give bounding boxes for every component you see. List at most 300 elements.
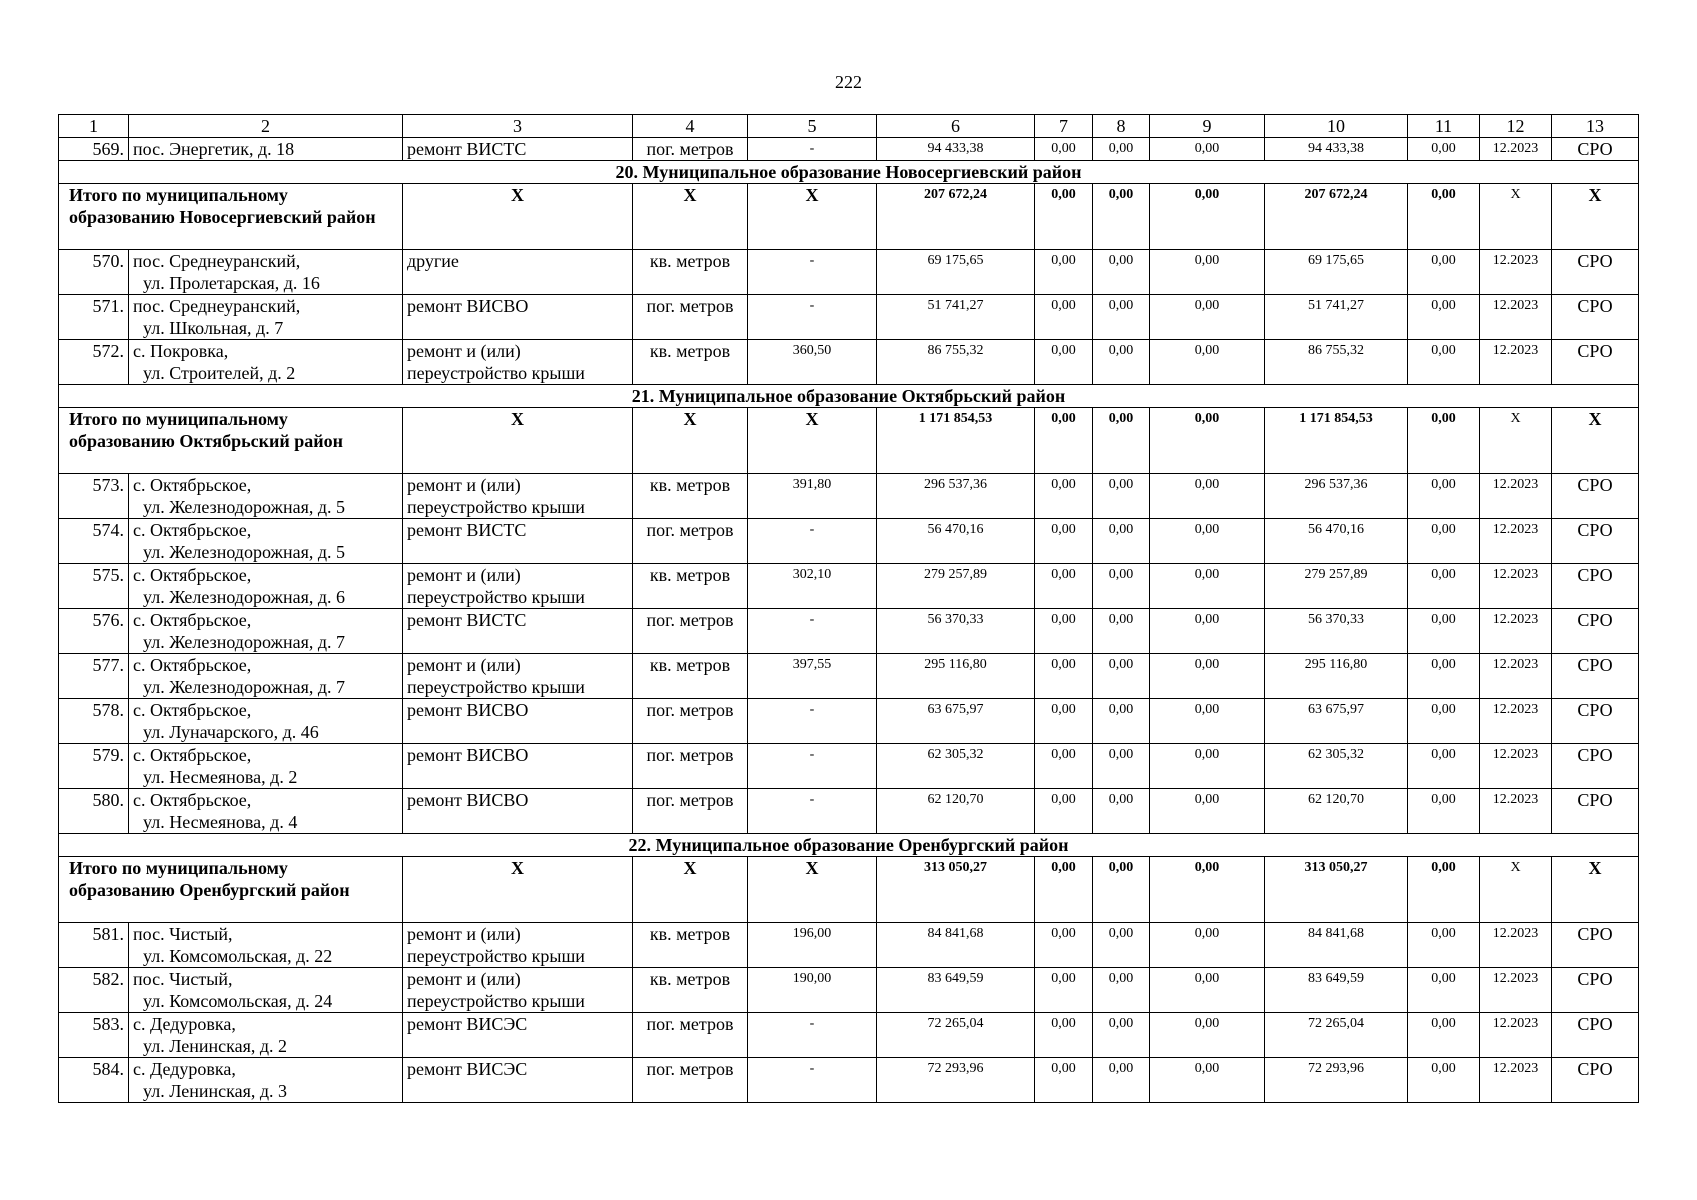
value-cell: 12.2023 — [1480, 295, 1552, 340]
column-number-row — [59, 115, 1639, 138]
address-line: с. Октябрьское, — [133, 520, 252, 540]
quantity-cell: - — [748, 250, 877, 295]
section-heading-row — [59, 385, 1639, 408]
unit-cell: кв. метров — [633, 923, 748, 968]
unit-cell: пог. метров — [633, 1058, 748, 1103]
total-x-cell: Х — [633, 184, 748, 250]
row-number: 577. — [59, 654, 129, 699]
value-cell: 0,00 — [1150, 295, 1265, 340]
value-cell: 0,00 — [1035, 654, 1093, 699]
value-cell: 0,00 — [1035, 699, 1093, 744]
address-line: с. Дедуровка, — [133, 1059, 236, 1079]
total-value: 207 672,24 — [1265, 184, 1408, 250]
table-row — [59, 340, 1639, 385]
value-cell: 69 175,65 — [877, 250, 1035, 295]
value-cell: 72 265,04 — [877, 1013, 1035, 1058]
address-cell — [129, 138, 403, 161]
quantity-cell: - — [748, 744, 877, 789]
total-x-cell: Х — [748, 408, 877, 474]
contractor-cell: СРО — [1552, 968, 1639, 1013]
value-cell: 12.2023 — [1480, 519, 1552, 564]
unit-cell: пог. метров — [633, 138, 748, 161]
total-x-cell: Х — [748, 857, 877, 923]
value-cell: 0,00 — [1150, 654, 1265, 699]
value-cell: 94 433,38 — [877, 138, 1035, 161]
value-cell: 0,00 — [1093, 1058, 1150, 1103]
value-cell: 0,00 — [1408, 564, 1480, 609]
table-row — [59, 474, 1639, 519]
work-type: ремонт ВИСЭС — [403, 1013, 633, 1058]
row-number: 573. — [59, 474, 129, 519]
address-line: ул. Школьная, д. 7 — [143, 318, 284, 338]
unit-cell: кв. метров — [633, 340, 748, 385]
value-cell: 72 265,04 — [1265, 1013, 1408, 1058]
address-cell — [129, 295, 403, 340]
value-cell: 0,00 — [1093, 138, 1150, 161]
value-cell: 0,00 — [1408, 1058, 1480, 1103]
value-cell: 12.2023 — [1480, 654, 1552, 699]
column-header: 1 — [59, 115, 129, 138]
column-header: 13 — [1552, 115, 1639, 138]
value-cell: 0,00 — [1035, 519, 1093, 564]
address-line: ул. Комсомольская, д. 22 — [143, 946, 333, 966]
table-row — [59, 519, 1639, 564]
address-line: с. Октябрьское, — [133, 790, 252, 810]
value-cell: 0,00 — [1035, 968, 1093, 1013]
contractor-cell: СРО — [1552, 474, 1639, 519]
work-type: ремонт и (или) переустройство крыши — [403, 923, 633, 968]
address-line: пос. Среднеуранский, — [133, 251, 301, 271]
table-row — [59, 744, 1639, 789]
value-cell: 12.2023 — [1480, 564, 1552, 609]
value-cell: 296 537,36 — [1265, 474, 1408, 519]
unit-cell: кв. метров — [633, 654, 748, 699]
contractor-cell: СРО — [1552, 564, 1639, 609]
section-heading-row — [59, 161, 1639, 184]
row-number: 578. — [59, 699, 129, 744]
unit-cell: пог. метров — [633, 1013, 748, 1058]
value-cell: 0,00 — [1408, 744, 1480, 789]
address-line: пос. Чистый, — [133, 969, 233, 989]
quantity-cell: - — [748, 699, 877, 744]
value-cell: 0,00 — [1035, 609, 1093, 654]
value-cell: 12.2023 — [1480, 609, 1552, 654]
address-line: ул. Ленинская, д. 3 — [143, 1081, 288, 1101]
work-type: ремонт и (или) переустройство крыши — [403, 968, 633, 1013]
value-cell: 0,00 — [1150, 519, 1265, 564]
address-cell — [129, 609, 403, 654]
address-line: ул. Ленинская, д. 2 — [143, 1036, 288, 1056]
address-line: с. Дедуровка, — [133, 1014, 236, 1034]
value-cell: 0,00 — [1093, 744, 1150, 789]
address-cell — [129, 340, 403, 385]
address-line: пос. Среднеуранский, — [133, 296, 301, 316]
value-cell: 0,00 — [1093, 295, 1150, 340]
total-label: Итого по муниципальному образованию Октябрьский район — [59, 408, 403, 474]
address-cell — [129, 654, 403, 699]
table-row — [59, 295, 1639, 340]
contractor-cell: СРО — [1552, 609, 1639, 654]
table-row — [59, 609, 1639, 654]
address-line: с. Октябрьское, — [133, 745, 252, 765]
column-header: 12 — [1480, 115, 1552, 138]
value-cell: 0,00 — [1035, 744, 1093, 789]
address-cell — [129, 250, 403, 295]
column-header: 9 — [1150, 115, 1265, 138]
value-cell: 0,00 — [1035, 1058, 1093, 1103]
value-cell: 0,00 — [1408, 295, 1480, 340]
quantity-cell: - — [748, 1013, 877, 1058]
table-row — [59, 654, 1639, 699]
value-cell: 0,00 — [1150, 138, 1265, 161]
contractor-cell: СРО — [1552, 699, 1639, 744]
value-cell: 56 470,16 — [1265, 519, 1408, 564]
value-cell: 0,00 — [1408, 699, 1480, 744]
value-cell: 62 305,32 — [877, 744, 1035, 789]
value-cell: 12.2023 — [1480, 744, 1552, 789]
column-header: 2 — [129, 115, 403, 138]
value-cell: 279 257,89 — [877, 564, 1035, 609]
row-number: 583. — [59, 1013, 129, 1058]
section-title: 21. Муниципальное образование Октябрьский район — [59, 385, 1639, 408]
value-cell: 0,00 — [1408, 138, 1480, 161]
total-value: 0,00 — [1150, 408, 1265, 474]
quantity-cell: 397,55 — [748, 654, 877, 699]
value-cell: 0,00 — [1408, 609, 1480, 654]
value-cell: 0,00 — [1408, 789, 1480, 834]
total-value: 313 050,27 — [877, 857, 1035, 923]
total-value: 1 171 854,53 — [877, 408, 1035, 474]
value-cell: 0,00 — [1150, 609, 1265, 654]
contractor-cell: СРО — [1552, 744, 1639, 789]
total-x-cell: Х — [1552, 857, 1639, 923]
capital-repair-table — [58, 114, 1639, 1103]
value-cell: 0,00 — [1150, 699, 1265, 744]
row-number: 575. — [59, 564, 129, 609]
column-header: 10 — [1265, 115, 1408, 138]
address-line: пос. Чистый, — [133, 924, 233, 944]
total-row — [59, 184, 1639, 250]
address-line: ул. Комсомольская, д. 24 — [143, 991, 333, 1011]
address-line: пос. Энергетик, д. 18 — [133, 139, 295, 159]
value-cell: 51 741,27 — [877, 295, 1035, 340]
value-cell: 0,00 — [1150, 968, 1265, 1013]
unit-cell: пог. метров — [633, 699, 748, 744]
value-cell: 0,00 — [1035, 1013, 1093, 1058]
value-cell: 0,00 — [1408, 968, 1480, 1013]
value-cell: 0,00 — [1150, 1058, 1265, 1103]
value-cell: 51 741,27 — [1265, 295, 1408, 340]
column-header: 8 — [1093, 115, 1150, 138]
unit-cell: кв. метров — [633, 250, 748, 295]
value-cell: 0,00 — [1150, 923, 1265, 968]
value-cell: 86 755,32 — [877, 340, 1035, 385]
total-row — [59, 857, 1639, 923]
column-header: 6 — [877, 115, 1035, 138]
contractor-cell: СРО — [1552, 519, 1639, 564]
value-cell: 62 120,70 — [877, 789, 1035, 834]
value-cell: 0,00 — [1093, 340, 1150, 385]
column-header: 4 — [633, 115, 748, 138]
value-cell: 12.2023 — [1480, 138, 1552, 161]
unit-cell: пог. метров — [633, 789, 748, 834]
value-cell: 0,00 — [1150, 340, 1265, 385]
quantity-cell: 360,50 — [748, 340, 877, 385]
value-cell: 0,00 — [1093, 654, 1150, 699]
address-cell — [129, 474, 403, 519]
address-line: ул. Железнодорожная, д. 7 — [143, 677, 346, 697]
quantity-cell: - — [748, 519, 877, 564]
total-value: 0,00 — [1035, 184, 1093, 250]
address-cell — [129, 1013, 403, 1058]
contractor-cell: СРО — [1552, 138, 1639, 161]
address-line: ул. Железнодорожная, д. 6 — [143, 587, 346, 607]
quantity-cell: - — [748, 789, 877, 834]
section-title: 22. Муниципальное образование Оренбургский район — [59, 834, 1639, 857]
value-cell: 0,00 — [1093, 789, 1150, 834]
value-cell: 0,00 — [1408, 923, 1480, 968]
address-cell — [129, 564, 403, 609]
total-value: 0,00 — [1035, 857, 1093, 923]
contractor-cell: СРО — [1552, 250, 1639, 295]
value-cell: 84 841,68 — [1265, 923, 1408, 968]
quantity-cell: 302,10 — [748, 564, 877, 609]
work-type: ремонт и (или) переустройство крыши — [403, 474, 633, 519]
work-type: ремонт и (или) переустройство крыши — [403, 564, 633, 609]
value-cell: 72 293,96 — [877, 1058, 1035, 1103]
contractor-cell: СРО — [1552, 923, 1639, 968]
value-cell: 83 649,59 — [1265, 968, 1408, 1013]
contractor-cell: СРО — [1552, 295, 1639, 340]
value-cell: 0,00 — [1093, 923, 1150, 968]
unit-cell: пог. метров — [633, 295, 748, 340]
value-cell: 0,00 — [1408, 654, 1480, 699]
value-cell: 0,00 — [1093, 609, 1150, 654]
address-cell — [129, 968, 403, 1013]
row-number: 572. — [59, 340, 129, 385]
total-value: 0,00 — [1150, 857, 1265, 923]
value-cell: 83 649,59 — [877, 968, 1035, 1013]
value-cell: 56 370,33 — [1265, 609, 1408, 654]
unit-cell: пог. метров — [633, 744, 748, 789]
value-cell: 84 841,68 — [877, 923, 1035, 968]
contractor-cell: СРО — [1552, 340, 1639, 385]
value-cell: 0,00 — [1093, 519, 1150, 564]
quantity-cell: 196,00 — [748, 923, 877, 968]
column-header: 5 — [748, 115, 877, 138]
address-line: с. Октябрьское, — [133, 475, 252, 495]
unit-cell: кв. метров — [633, 474, 748, 519]
work-type: ремонт ВИСТС — [403, 609, 633, 654]
table-row — [59, 789, 1639, 834]
total-row — [59, 408, 1639, 474]
row-number: 569. — [59, 138, 129, 161]
total-x-cell: Х — [748, 184, 877, 250]
table-row — [59, 923, 1639, 968]
value-cell: 0,00 — [1150, 744, 1265, 789]
value-cell: 12.2023 — [1480, 1058, 1552, 1103]
value-cell: 12.2023 — [1480, 250, 1552, 295]
table-row — [59, 1013, 1639, 1058]
value-cell: 0,00 — [1035, 340, 1093, 385]
column-header: 3 — [403, 115, 633, 138]
value-cell: 0,00 — [1093, 474, 1150, 519]
quantity-cell: 391,80 — [748, 474, 877, 519]
value-cell: 0,00 — [1035, 564, 1093, 609]
address-line: ул. Несмеянова, д. 4 — [143, 812, 298, 832]
value-cell: 72 293,96 — [1265, 1058, 1408, 1103]
value-cell: 295 116,80 — [877, 654, 1035, 699]
contractor-cell: СРО — [1552, 789, 1639, 834]
work-type: ремонт ВИСВО — [403, 295, 633, 340]
address-cell — [129, 1058, 403, 1103]
total-x-cell: Х — [633, 408, 748, 474]
total-value: 0,00 — [1093, 408, 1150, 474]
value-cell: 69 175,65 — [1265, 250, 1408, 295]
value-cell: 0,00 — [1035, 250, 1093, 295]
table-row — [59, 564, 1639, 609]
address-line: ул. Железнодорожная, д. 7 — [143, 632, 346, 652]
total-x-cell: Х — [403, 184, 633, 250]
address-line: ул. Железнодорожная, д. 5 — [143, 542, 346, 562]
address-line: с. Покровка, — [133, 341, 229, 361]
work-type: ремонт и (или) переустройство крыши — [403, 340, 633, 385]
contractor-cell: СРО — [1552, 1013, 1639, 1058]
row-number: 576. — [59, 609, 129, 654]
value-cell: 0,00 — [1035, 295, 1093, 340]
work-type: другие — [403, 250, 633, 295]
value-cell: 279 257,89 — [1265, 564, 1408, 609]
value-cell: 0,00 — [1035, 474, 1093, 519]
quantity-cell: - — [748, 1058, 877, 1103]
address-cell — [129, 699, 403, 744]
unit-cell: пог. метров — [633, 519, 748, 564]
address-cell — [129, 789, 403, 834]
row-number: 570. — [59, 250, 129, 295]
address-line: ул. Железнодорожная, д. 5 — [143, 497, 346, 517]
value-cell: 12.2023 — [1480, 474, 1552, 519]
column-header: 11 — [1408, 115, 1480, 138]
total-value: 0,00 — [1408, 184, 1480, 250]
row-number: 571. — [59, 295, 129, 340]
row-number: 582. — [59, 968, 129, 1013]
table-row — [59, 250, 1639, 295]
value-cell: 56 470,16 — [877, 519, 1035, 564]
value-cell: 63 675,97 — [1265, 699, 1408, 744]
work-type: ремонт ВИСВО — [403, 699, 633, 744]
total-value: 0,00 — [1093, 857, 1150, 923]
value-cell: 12.2023 — [1480, 699, 1552, 744]
value-cell: 0,00 — [1150, 1013, 1265, 1058]
value-cell: 0,00 — [1035, 138, 1093, 161]
address-line: с. Октябрьское, — [133, 610, 252, 630]
address-line: ул. Луначарского, д. 46 — [143, 722, 319, 742]
address-line: ул. Несмеянова, д. 2 — [143, 767, 298, 787]
total-value: 207 672,24 — [877, 184, 1035, 250]
total-x-cell: Х — [1480, 857, 1552, 923]
section-heading-row — [59, 834, 1639, 857]
contractor-cell: СРО — [1552, 654, 1639, 699]
value-cell: 0,00 — [1093, 699, 1150, 744]
address-line: с. Октябрьское, — [133, 700, 252, 720]
row-number: 574. — [59, 519, 129, 564]
address-line: с. Октябрьское, — [133, 655, 252, 675]
value-cell: 0,00 — [1093, 1013, 1150, 1058]
address-line: с. Октябрьское, — [133, 565, 252, 585]
value-cell: 12.2023 — [1480, 340, 1552, 385]
total-x-cell: Х — [403, 408, 633, 474]
value-cell: 56 370,33 — [877, 609, 1035, 654]
table-row — [59, 1058, 1639, 1103]
value-cell: 0,00 — [1408, 1013, 1480, 1058]
value-cell: 0,00 — [1150, 789, 1265, 834]
value-cell: 0,00 — [1093, 250, 1150, 295]
value-cell: 0,00 — [1150, 250, 1265, 295]
total-value: 0,00 — [1408, 408, 1480, 474]
value-cell: 295 116,80 — [1265, 654, 1408, 699]
unit-cell: пог. метров — [633, 609, 748, 654]
contractor-cell: СРО — [1552, 1058, 1639, 1103]
row-number: 584. — [59, 1058, 129, 1103]
value-cell: 0,00 — [1408, 250, 1480, 295]
work-type: ремонт и (или) переустройство крыши — [403, 654, 633, 699]
value-cell: 0,00 — [1408, 474, 1480, 519]
value-cell: 0,00 — [1093, 564, 1150, 609]
address-line: ул. Строителей, д. 2 — [143, 363, 296, 383]
value-cell: 0,00 — [1150, 474, 1265, 519]
value-cell: 86 755,32 — [1265, 340, 1408, 385]
value-cell: 0,00 — [1035, 789, 1093, 834]
work-type: ремонт ВИСВО — [403, 744, 633, 789]
unit-cell: кв. метров — [633, 968, 748, 1013]
work-type: ремонт ВИСЭС — [403, 1058, 633, 1103]
row-number: 579. — [59, 744, 129, 789]
value-cell: 62 305,32 — [1265, 744, 1408, 789]
work-type: ремонт ВИСТС — [403, 519, 633, 564]
total-value: 0,00 — [1093, 184, 1150, 250]
quantity-cell: - — [748, 295, 877, 340]
address-cell — [129, 744, 403, 789]
total-label: Итого по муниципальному образованию Оренбургский район — [59, 857, 403, 923]
value-cell: 12.2023 — [1480, 923, 1552, 968]
row-number: 580. — [59, 789, 129, 834]
quantity-cell: 190,00 — [748, 968, 877, 1013]
work-type: ремонт ВИСВО — [403, 789, 633, 834]
value-cell: 63 675,97 — [877, 699, 1035, 744]
total-x-cell: Х — [403, 857, 633, 923]
value-cell: 94 433,38 — [1265, 138, 1408, 161]
address-line: ул. Пролетарская, д. 16 — [143, 273, 320, 293]
page-number: 222 — [835, 72, 862, 92]
value-cell: 0,00 — [1035, 923, 1093, 968]
total-x-cell: Х — [1552, 408, 1639, 474]
table-row — [59, 968, 1639, 1013]
total-x-cell: Х — [633, 857, 748, 923]
value-cell: 62 120,70 — [1265, 789, 1408, 834]
value-cell: 0,00 — [1408, 340, 1480, 385]
section-title: 20. Муниципальное образование Новосергиевский район — [59, 161, 1639, 184]
table-row — [59, 138, 1639, 161]
value-cell: 12.2023 — [1480, 1013, 1552, 1058]
work-type: ремонт ВИСТС — [403, 138, 633, 161]
value-cell: 0,00 — [1150, 564, 1265, 609]
total-label: Итого по муниципальному образованию Новосергиевский район — [59, 184, 403, 250]
quantity-cell: - — [748, 609, 877, 654]
value-cell: 296 537,36 — [877, 474, 1035, 519]
unit-cell: кв. метров — [633, 564, 748, 609]
address-cell — [129, 923, 403, 968]
row-number: 581. — [59, 923, 129, 968]
